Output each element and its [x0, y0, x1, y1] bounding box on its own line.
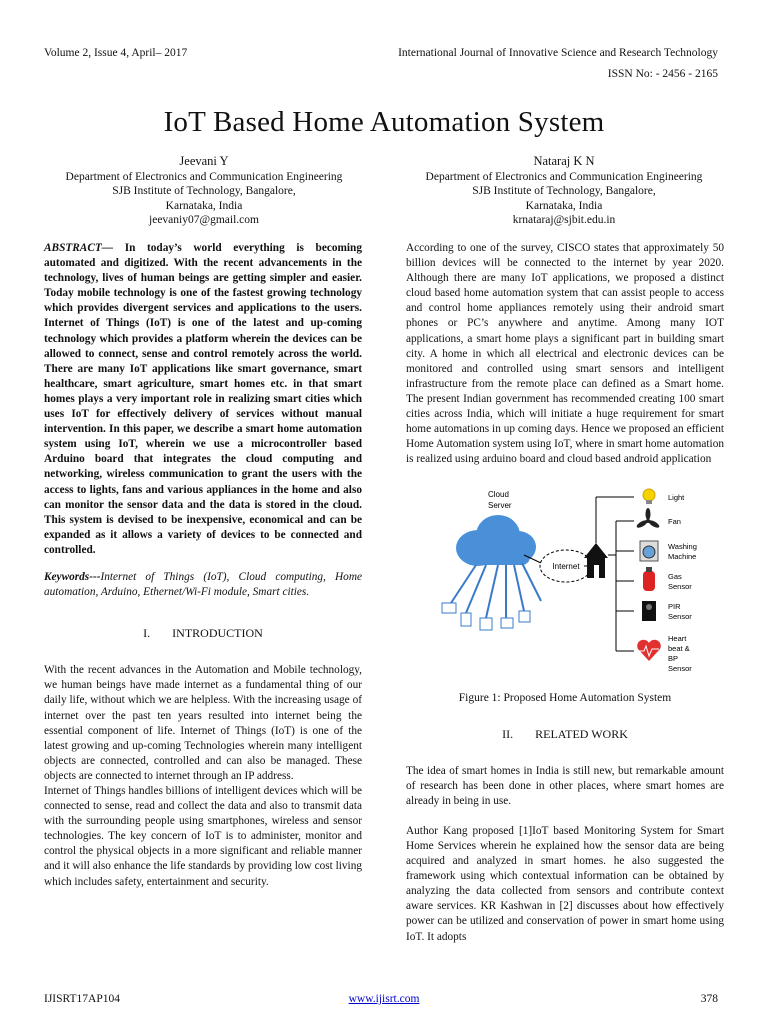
- author-email: jeevaniy07@gmail.com: [149, 214, 259, 226]
- cloud-connections: [451, 563, 541, 618]
- intro-paragraph: Internet of Things handles billions of intelligent devices which will be connected to sense, read and collect the data and also to transmit data with the surrounding people using smartphones, wireless and sensor technologies. The key concern of IoT is to administer, monitor and control the physical objects in a more significant and reliable manner and it will also enhance the life standards by providing low cost living which includes safety, entertainment and security.: [44, 785, 362, 888]
- author-department: Department of Electronics and Communication Engineering: [425, 170, 703, 183]
- keywords: [44, 570, 362, 600]
- home-icon: [584, 543, 608, 578]
- volume-info: Volume 2, Issue 4, April– 2017: [44, 47, 188, 59]
- device-label-washing-2: Machine: [668, 552, 697, 562]
- author-block-2: [404, 154, 724, 228]
- washing-machine-icon: [640, 541, 658, 561]
- heart-monitor-icon: [637, 640, 661, 661]
- section-number: II.: [502, 726, 514, 741]
- author-department: Department of Electronics and Communication Engineering: [65, 170, 343, 183]
- device-label-gas-1: Gas: [668, 572, 682, 582]
- author-email: krnataraj@sjbit.edu.in: [512, 214, 616, 226]
- left-column: [44, 241, 362, 890]
- figure-caption: Figure 1: Proposed Home Automation System: [458, 692, 672, 705]
- author-place: Karnataka, India: [165, 199, 243, 212]
- journal-website-link[interactable]: www.ijisrt.com: [348, 993, 420, 1005]
- abstract-lead: ABSTRACT—: [44, 242, 114, 254]
- cloud-server-icon: [456, 515, 536, 566]
- body-paragraph: According to one of the survey, CISCO states that approximately 50 billion devices will be connected to the internet by year 2020. Although there are many IoT applications, we proposed a distinct cloud based home automation system that can assist people to access and control home appliances remotely using their android smart phones or PC’s anywhere and anytime. Among many IOT applications, a smart home plays a significant part in building smart city. A home in which all electrical and electronic devices can be monitored and controlled using smart sensors and intelligent infrastructure from the remote place can defined as a Smart home. The present Indian government has recommended creating 100 smart cities across India, which will initiate a huge requirement for smart home automations in up coming days. Hence we proposed an efficient Home Automation system using IoT, where in smart home automation is realized using arduino board and cloud based android application: [406, 242, 724, 466]
- paper-title: IoT Based Home Automation System: [163, 106, 605, 138]
- device-label-washing-1: Washing: [668, 542, 697, 552]
- journal-name: International Journal of Innovative Science and Research Technology: [398, 47, 718, 59]
- light-bulb-icon: [643, 489, 655, 504]
- device-label-heart-1: Heart: [668, 634, 687, 644]
- gas-cylinder-icon: [643, 567, 655, 591]
- monitor-icon: [501, 618, 513, 628]
- internet-label: Internet: [552, 562, 580, 572]
- cloud-label-1: Cloud: [488, 490, 509, 500]
- tablet-icon: [480, 618, 492, 630]
- related-paragraph: The idea of smart homes in India is still new, but remarkable amount of research has been done in other places, where smart homes are already in being in use.: [406, 764, 724, 807]
- figure-home-automation: [406, 483, 724, 683]
- cloud-label-2: Server: [488, 501, 512, 511]
- fan-icon: [636, 508, 661, 529]
- author-institute: SJB Institute of Technology, Bangalore,: [112, 185, 296, 197]
- keywords-lead: Keywords---: [44, 570, 101, 583]
- device-label-pir-2: Sensor: [668, 612, 692, 622]
- device-label-light: Light: [668, 493, 685, 503]
- related-paragraph: Author Kang proposed [1]IoT based Monitoring System for Smart Home Services wherein he explained how the sensor data are being acquired and analyzed in smart homes. he also suggested the framework using which contextual information can be obtained by analyzing the data collected from sensors and contribute context aware services. KR Kashwan in [2] discusses about how effectively power can be utilized and conservation of power in smart home using IoT. It adopts: [406, 824, 724, 943]
- author-place: Karnataka, India: [525, 199, 603, 212]
- abstract-body: In today’s world everything is becoming automated and digitized. With the recent advancements in the technology, lives of human beings are getting simpler and easier. Today mobile technology is one of the fastest growing technology which provides divergent services and applications to the users. Internet of Things (IoT) is one of the latest and up-coming technology which provides a platform wherein the devices can be allowed to connect, sense and control remotely across the world. There are many IoT applications like smart governance, smart healthcare, smart agriculture, smart homes etc. in that smart homes plays a very important role in realizing smart cities which uses IoT for effectively delivery of services without manual intervention. In this paper, we describe a smart home automation system using IoT, wherein we use a microcontroller based Arduino board that integrates the cloud computing and networking, wireless communication to grant the users with the access to lights, fans and various appliances in the home and also can monitor the sensor data and the data is stored in the cloud. This system is devised to be inexpensive, economical and can be expanded as it allows a variety of devices to be connected and controlled.: [44, 242, 362, 556]
- device-label-heart-4: Sensor: [668, 664, 692, 674]
- author-block-1: [44, 154, 364, 228]
- intro-paragraph: With the recent advances in the Automation and Mobile technology, we human beings have made internet as a fundamental thing of our daily life, without which we are helpless. With the increasing usage of internet over the past ten years resulted into internet being the essential component of life. Internet of Things (IoT) is one of the latest growing and up-coming Technologies wherein many intelligent objects are connected, controlled and can also be managed. These objects are connected to internet through an IP address.: [44, 664, 362, 782]
- keywords-body: Internet of Things (IoT), Cloud computing, Home automation, Arduino, Ethernet/Wi-Fi module, Smart cities.: [44, 570, 362, 599]
- right-column: [406, 241, 724, 945]
- pc-icon: [519, 611, 530, 622]
- device-label-pir-1: PIR: [668, 602, 681, 612]
- laptop-icon: [442, 603, 456, 613]
- section-title: INTRODUCTION: [172, 626, 263, 641]
- page-number: 378: [700, 993, 718, 1005]
- section-title: RELATED WORK: [535, 726, 628, 741]
- author-name: Nataraj K N: [533, 154, 595, 168]
- device-label-heart-3: BP: [668, 654, 679, 664]
- device-label-fan: Fan: [668, 517, 681, 527]
- section-heading-related-work: [406, 727, 724, 742]
- section-heading-introduction: [44, 626, 362, 641]
- issn: ISSN No: - 2456 - 2165: [607, 68, 718, 80]
- abstract: [44, 241, 362, 558]
- section-number: I.: [143, 626, 151, 641]
- device-label-gas-2: Sensor: [668, 582, 692, 592]
- paper-code: IJISRT17AP104: [44, 993, 120, 1005]
- phone-icon: [461, 613, 471, 626]
- author-institute: SJB Institute of Technology, Bangalore,: [472, 185, 656, 197]
- pir-sensor-icon: [642, 601, 656, 621]
- device-label-heart-2: beat &: [668, 644, 690, 654]
- author-name: Jeevani Y: [179, 154, 229, 168]
